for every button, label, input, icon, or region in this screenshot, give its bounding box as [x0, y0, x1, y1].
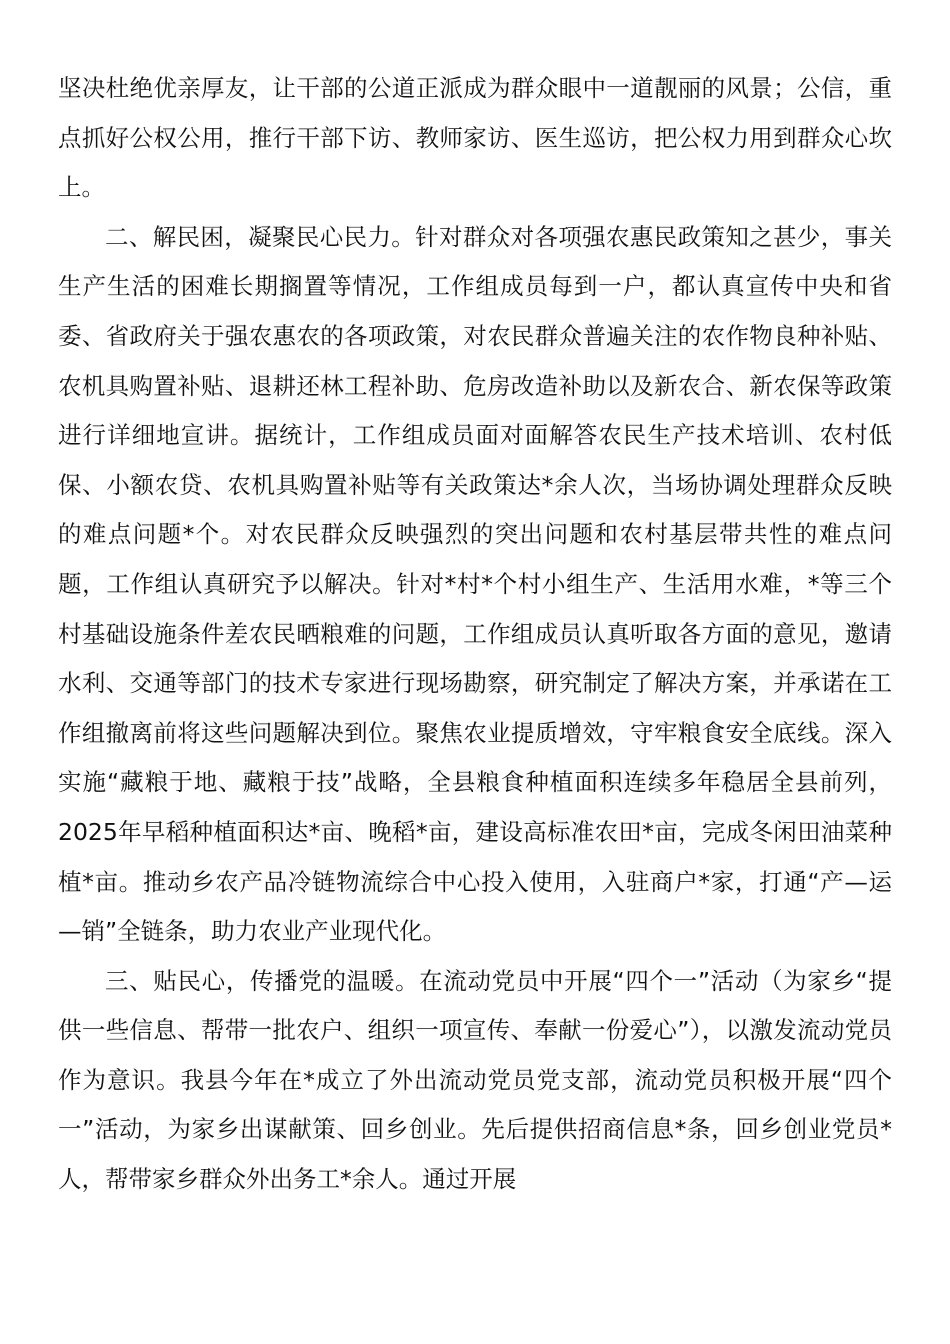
- document-body: [58, 64, 892, 1205]
- paragraph-section-two: 二、解民困，凝聚民心民力。针对群众对各项强农惠民政策知之甚少，事关生产生活的困难长期搁置等情况，工作组成员每到一户，都认真宣传中央和省委、省政府关于强农惠农的各项政策，对农民群众普遍关注的农作物良种补贴、农机具购置补贴、退耕还林工程补助、危房改造补助以及新农合、新农保等政策进行详细地宣讲。据统计，工作组成员面对面解答农民生产技术培训、农村低保、小额农贷、农机具购置补贴等有关政策达*余人次，当场协调处理群众反映的难点问题*个。对农民群众反映强烈的突出问题和农村基层带共性的难点问题，工作组认真研究予以解决。针对*村*个村小组生产、生活用水难，*等三个村基础设施条件差农民晒粮难的问题，工作组成员认真听取各方面的意见，邀请水利、交通等部门的技术专家进行现场勘察，研究制定了解决方案，并承诺在工作组撤离前将这些问题解决到位。聚焦农业提质增效，守牢粮食安全底线。深入实施“藏粮于地、藏粮于技”战略，全县粮食种植面积连续多年稳居全县前列，2025年早稻种植面积达*亩、晚稻*亩，建设高标准农田*亩，完成冬闲田油菜种植*亩。推动乡农产品冷链物流综合中心投入使用，入驻商户*家，打通“产—运—销”全链条，助力农业产业现代化。: [58, 222, 892, 946]
- paragraph-section-three: 三、贴民心，传播党的温暖。在流动党员中开展“四个一”活动（为家乡“提供一些信息、帮带一批农户、组织一项宣传、奉献一份爱心”），以激发流动党员作为意识。我县今年在*成立了外出流动党员党支部，流动党员积极开展“四个一”活动，为家乡出谋献策、回乡创业。先后提供招商信息*条，回乡创业党员*人，帮带家乡群众外出务工*余人。通过开展: [58, 966, 892, 1194]
- paragraph-continuation: 坚决杜绝优亲厚友，让干部的公道正派成为群众眼中一道靓丽的风景；公信，重点抓好公权公用，推行干部下访、教师家访、医生巡访，把公权力用到群众心坎上。: [58, 74, 892, 202]
